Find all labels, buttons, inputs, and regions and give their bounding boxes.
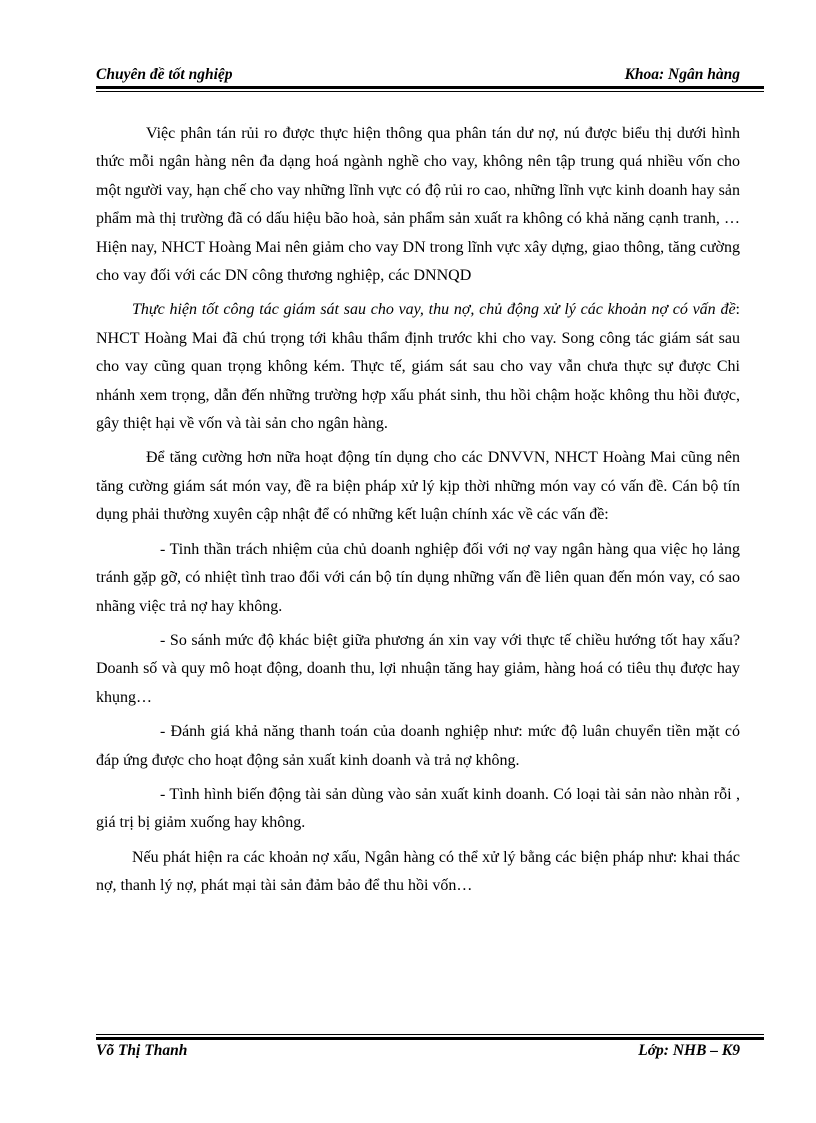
page-footer [96, 1040, 740, 1062]
paragraph-monitoring-heading: Thực hiện tốt công tác giám sát sau cho vay, thu nợ, chủ động xử lý các khoản nợ có vấn đề [132, 301, 736, 319]
footer-author: Võ Thị Thanh [96, 1042, 188, 1059]
bullet-comparison: - So sánh mức độ khác biệt giữa phương án xin vay với thực tế chiều hướng tốt hay xấu? Doanh số và quy mô hoạt động, doanh thu, lợi nhuận tăng hay giảm, hàng hoá có tiêu thụ được hay khụng… [96, 631, 740, 706]
paragraph-monitoring-text: : NHCT Hoàng Mai đã chú trọng tới khâu thẩm định trước khi cho vay. Song công tác giám sát sau cho vay cũng quan trọng không kém. Thực tế, giám sát sau cho vay vẫn chưa thực sự được Chi nhánh xem trọng, dẫn đến những trường hợp xấu phát sinh, thu hồi chậm hoặc không thu hồi được, gây thiệt hại về vốn và tài sản cho ngân hàng. [96, 301, 740, 433]
paragraph-bad-debt: Nếu phát hiện ra các khoản nợ xấu, Ngân hàng có thể xử lý bằng các biện pháp như: khai thác nợ, thanh lý nợ, phát mại tài sản đảm bảo để thu hồi vốn… [96, 848, 740, 895]
paragraph-credit-strengthening: Để tăng cường hơn nữa hoạt động tín dụng cho các DNVVN, NHCT Hoàng Mai cũng nên tăng cường giám sát món vay, đề ra biện pháp xử lý kịp thời những món vay có vấn đề. Cán bộ tín dụng phải thường xuyên cập nhật để có những kết luận chính xác về các vấn đề: [96, 449, 740, 524]
paragraph-monitoring [96, 296, 740, 438]
paragraph-risk-diversification: Việc phân tán rủi ro được thực hiện thông qua phân tán dư nợ, nú được biểu thị dưới hình thức mỗi ngân hàng nên đa dạng hoá ngành nghề cho vay, không nên tập trung quá nhiều vốn cho một người vay, hạn chế cho vay những lĩnh vực có độ rủi ro cao, những lĩnh vực kinh doanh hay sản phẩm mà thị trường đã có dấu hiệu bão hoà, sản phẩm sản xuất ra không có khả năng cạnh tranh, …Hiện nay, NHCT Hoàng Mai nên giảm cho vay DN trong lĩnh vực xây dựng, giao thông, tăng cường cho vay đối với các DN công thương nghiệp, các DNNQD [96, 125, 740, 285]
header-divider-thin [96, 91, 764, 92]
footer-divider-thin [96, 1034, 764, 1035]
header-title: Chuyên đề tốt nghiệp [96, 66, 233, 83]
header-divider [96, 86, 764, 89]
bullet-assets: - Tình hình biến động tài sản dùng vào sản xuất kinh doanh. Có loại tài sản nào nhàn rỗi , giá trị bị giảm xuống hay không. [96, 785, 740, 832]
bullet-responsibility: - Tinh thần trách nhiệm của chủ doanh nghiệp đối với nợ vay ngân hàng qua việc họ lảng tránh gặp gỡ, có nhiệt tình trao đổi với cán bộ tín dụng những vấn đề liên quan đến món vay, có sao nhãng việc trả nợ hay không. [96, 540, 740, 615]
page-header [96, 62, 740, 84]
bullet-solvency: - Đánh giá khả năng thanh toán của doanh nghiệp như: mức độ luân chuyển tiền mặt có đáp ứng được cho hoạt động sản xuất kinh doanh và trả nợ không. [96, 723, 740, 769]
document-body [96, 120, 740, 907]
header-department: Khoa: Ngân hàng [624, 66, 740, 83]
footer-class: Lớp: NHB – K9 [638, 1042, 740, 1059]
